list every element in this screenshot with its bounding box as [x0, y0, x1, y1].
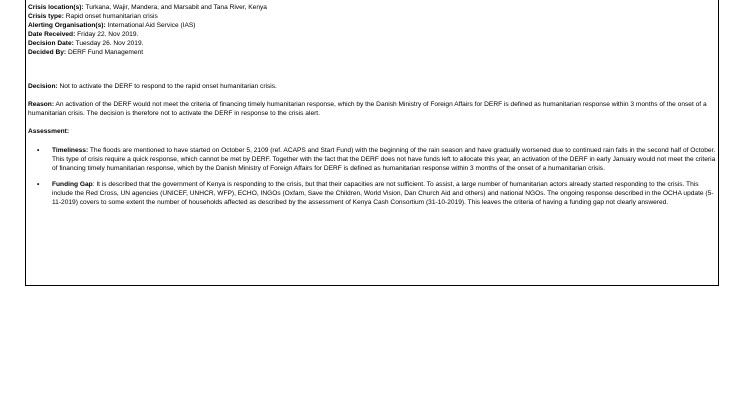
meta-block	[28, 3, 718, 57]
decision-paragraph	[28, 82, 718, 91]
assessment-item-text: The floods are mentioned to have started on October 5, 2109 (ref. ACAPS and Start Fund) with the beginning of the rain season and have gradually worsened due to continued rain falls in the second half of October. This type of crisis require a quick response, which cannot be met by DERF. Together with the fact that the DERF does not have funds left to allocate this year, an activation of the DERF in early January would not meet the criteria of financing timely humanitarian response, which by the Danish Ministry of Foreign Affairs for DERF is defined as humanitarian response within 3 months of the onset of a humanitarian crisis.	[52, 147, 716, 172]
meta-label: Decision Date:	[28, 40, 74, 47]
meta-crisis-type	[28, 12, 718, 21]
meta-label: Decided By:	[28, 49, 67, 56]
meta-alerting-organisation	[28, 21, 718, 30]
assessment-item-label: Timeliness:	[52, 147, 89, 154]
reason-paragraph	[28, 100, 718, 118]
bullet-icon: •	[37, 147, 40, 154]
meta-label: Crisis location(s):	[28, 4, 84, 11]
meta-value: DERF Fund Management	[67, 49, 144, 56]
meta-value: Friday 22. Nov 2019.	[77, 31, 139, 38]
assessment-item-timeliness	[28, 146, 718, 173]
assessment-item-label: Funding Gap	[52, 181, 93, 188]
meta-date-received	[28, 30, 718, 39]
meta-label: Crisis type:	[28, 13, 64, 20]
meta-value: Rapid onset humanitarian crisis	[65, 13, 158, 20]
meta-decided-by	[28, 48, 718, 57]
meta-value: Tuesday 26. Nov 2019.	[75, 40, 144, 47]
reason-label: Reason:	[28, 101, 55, 108]
meta-value: Turkana, Wajir, Mandera, and Marsabit and Tana River, Kenya	[85, 4, 267, 11]
decision-text: Not to activate the DERF to respond to the rapid onset humanitarian crisis.	[59, 83, 277, 90]
document-content	[28, 3, 718, 214]
assessment-list	[28, 146, 718, 207]
meta-label: Alerting Organisation(s):	[28, 22, 106, 29]
reason-text: An activation of the DERF would not meet the criteria of financing timely humanitarian response, which by the Danish Ministry of Foreign Affairs for DERF is defined as humanitarian response within 3 months of the onset of a humanitarian crisis. The decision is therefore not to activate the DERF in response to the crisis alert.	[28, 101, 707, 117]
meta-decision-date	[28, 39, 718, 48]
decision-label: Decision:	[28, 83, 58, 90]
meta-label: Date Received:	[28, 31, 76, 38]
assessment-item-text: : It is described that the government of Kenya is responding to the crisis, but that their capacities are not sufficient. To assist, a large number of humanitarian actors already started responding to the crisis. This include the Red Cross, UN agencies (UNICEF, UNHCR, WFP), ECHO, INGOs (Oxfam, Save the Children, World Vision, Dan Church Aid and others) and national NGOs. The ongoing response described in the OCHA update (5-11-2019) covers to some extent the number of households affected as described by the assessment of Kenya Cash Consortium (31-10-2019). This leaves the criteria of having a funding gap not clearly answered.	[52, 181, 714, 206]
assessment-heading: Assessment:	[28, 128, 70, 135]
meta-value: International Aid Service (IAS)	[107, 22, 196, 29]
assessment-item-funding-gap	[28, 180, 718, 207]
bullet-icon: •	[37, 181, 40, 188]
meta-crisis-location	[28, 3, 718, 12]
